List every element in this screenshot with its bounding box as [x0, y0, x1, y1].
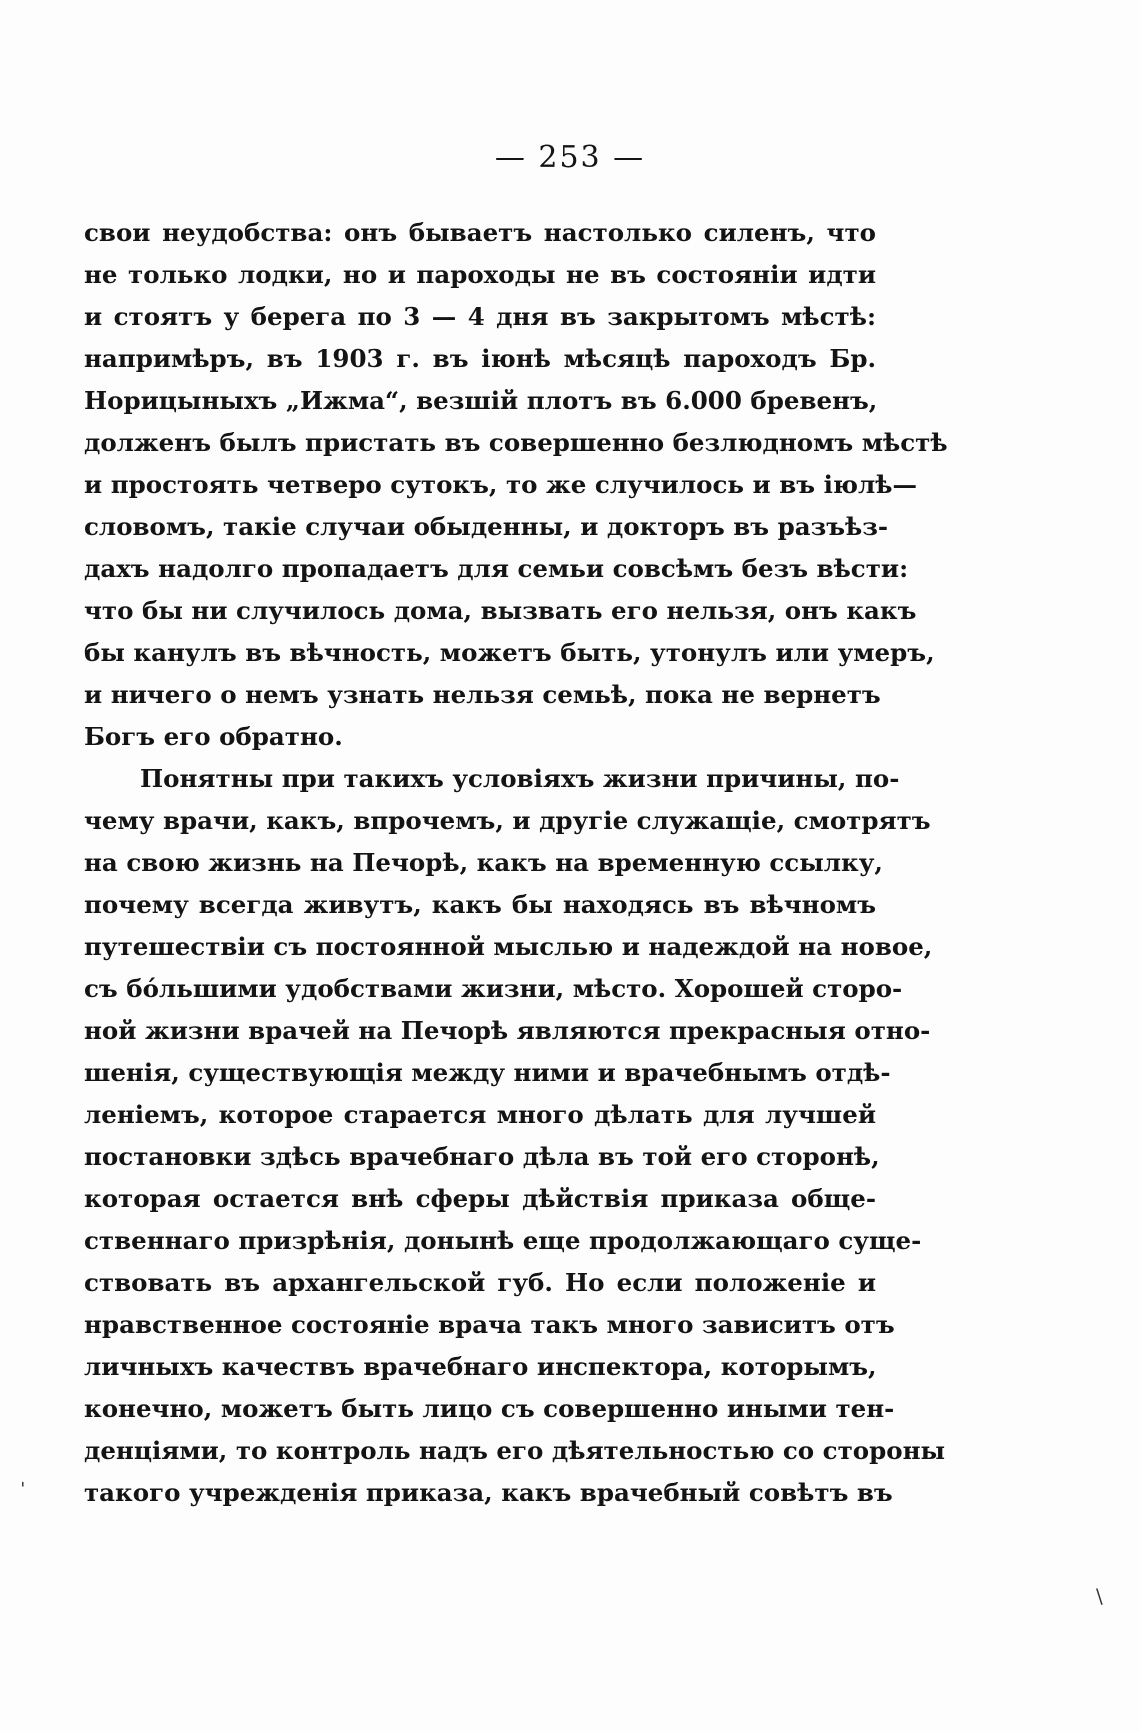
scan-mark: ˈ	[20, 1478, 26, 1502]
text-line: бы канулъ въ вѣчность, можетъ быть, утонулъ или умеръ,	[84, 638, 935, 667]
text-line: постановки здѣсь врачебнаго дѣла въ той его сторонѣ,	[84, 1142, 880, 1171]
text-line: нравственное состоянiе врача такъ много зависитъ отъ	[84, 1310, 895, 1339]
paragraph-2	[84, 758, 946, 1514]
text-line: долженъ былъ пристать въ совершенно безлюдномъ мѣстѣ	[84, 428, 948, 457]
text-line: денцiями, то контроль надъ его дѣятельностью со стороны	[84, 1436, 946, 1465]
text-line: которая остается внѣ сферы дѣйствiя приказа обще-	[84, 1184, 876, 1213]
paragraph-1	[84, 212, 948, 758]
page-number: — 253 —	[494, 140, 646, 175]
text-line: чему врачи, какъ, впрочемъ, и другiе служащiе, смотрятъ	[84, 806, 931, 835]
text-line: и простоять четверо сутокъ, то же случилось и въ iюлѣ—	[84, 470, 918, 499]
text-line: ленiемъ, которое старается много дѣлать для лучшей	[84, 1100, 876, 1129]
text-line: дахъ надолго пропадаетъ для семьи совсѣмъ безъ вѣсти:	[84, 554, 909, 583]
text-line: личныхъ качествъ врачебнаго инспектора, которымъ,	[84, 1352, 877, 1381]
text-line: такого учрежденiя приказа, какъ врачебный совѣтъ въ	[84, 1478, 893, 1507]
text-line: съ бо́льшими удобствами жизни, мѣсто. Хорошей сторо-	[84, 974, 903, 1003]
text-line: напримѣръ, въ 1903 г. въ iюнѣ мѣсяцѣ пароходъ Бр.	[84, 344, 876, 373]
text-line: и стоятъ у берега по 3 — 4 дня въ закрытомъ мѣстѣ:	[84, 302, 876, 331]
text-line: словомъ, такiе случаи обыденны, и докторъ въ разъѣз-	[84, 512, 889, 541]
text-line: свои неудобства: онъ бываетъ настолько силенъ, что	[84, 218, 876, 247]
text-line: ственнаго призрѣнiя, донынѣ еще продолжающаго суще-	[84, 1226, 922, 1255]
text-line: Норицыныхъ „Ижма“, везшiй плотъ въ 6.000 бревенъ,	[84, 386, 878, 415]
text-line: почему всегда живутъ, какъ бы находясь въ вѣчномъ	[84, 890, 876, 919]
scan-mark: \	[1096, 1584, 1103, 1608]
text-line: Богъ его обратно.	[84, 722, 343, 751]
text-line: и ничего о немъ узнать нельзя семьѣ, пока не вернетъ	[84, 680, 881, 709]
text-line: путешествiи съ постоянной мыслью и надеждой на новое,	[84, 932, 933, 961]
text-line: шенiя, существующiя между ними и врачебнымъ отдѣ-	[84, 1058, 891, 1087]
text-line: ствовать въ архангельской губ. Но если положенiе и	[84, 1268, 876, 1297]
text-line: конечно, можетъ быть лицо съ совершенно иными тен-	[84, 1394, 895, 1423]
text-line: на свою жизнь на Печорѣ, какъ на временную ссылку,	[84, 848, 883, 877]
body-text	[84, 212, 948, 1514]
text-line: не только лодки, но и пароходы не въ состоянiи идти	[84, 260, 876, 289]
text-line: ной жизни врачей на Печорѣ являются прекрасныя отно-	[84, 1016, 931, 1045]
text-line: Понятны при такихъ условiяхъ жизни причины, по-	[140, 764, 900, 793]
text-line: что бы ни случилось дома, вызвать его нельзя, онъ какъ	[84, 596, 917, 625]
